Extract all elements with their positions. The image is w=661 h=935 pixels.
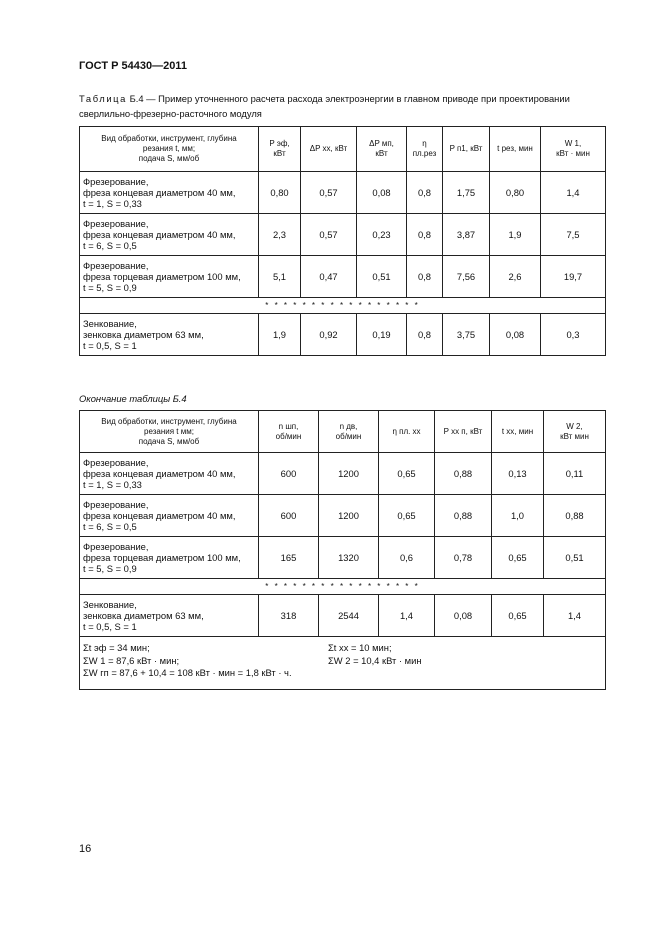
cell: 1,9 — [259, 314, 301, 356]
header-line: кВт — [273, 149, 286, 158]
t1-header-p-p1: P п1, кВт — [443, 127, 490, 172]
header-line: кВт · мин — [556, 149, 590, 158]
header-line: подача S, мм/об — [138, 436, 200, 446]
t2-header-n-dv — [319, 411, 379, 453]
caption-text-line1: — Пример уточненного расчета расхода электроэнергии в главном приводе при проектировании — [143, 93, 570, 104]
desc-line: t = 5, S = 0,9 — [83, 282, 137, 293]
row-description — [80, 214, 259, 256]
table2-header-row — [80, 411, 606, 453]
cell: 1200 — [319, 453, 379, 495]
omission-stars: * * * * * * * * * * * * * * * * * — [80, 298, 606, 314]
cell: 0,13 — [492, 453, 544, 495]
t1-header-operation — [80, 127, 259, 172]
table-caption — [79, 91, 604, 121]
desc-line: Фрезерование, — [83, 457, 149, 468]
desc-line: фреза торцевая диаметром 100 мм, — [83, 552, 241, 563]
omission-row — [80, 298, 606, 314]
cell: 7,5 — [541, 214, 606, 256]
summary-line: ΣW гп = 87,6 + 10,4 = 108 кВт · мин = 1,8 кВт · ч. — [83, 667, 292, 678]
cell: 0,88 — [435, 453, 492, 495]
desc-line: фреза концевая диаметром 40 мм, — [83, 510, 236, 521]
cell: 0,8 — [407, 256, 443, 298]
summary-right — [328, 642, 422, 667]
desc-line: t = 6, S = 0,5 — [83, 521, 137, 532]
desc-line: фреза концевая диаметром 40 мм, — [83, 229, 236, 240]
t1-header-p-ef — [259, 127, 301, 172]
t1-header-w1 — [541, 127, 606, 172]
table-row — [80, 172, 606, 214]
desc-line: t = 1, S = 0,33 — [83, 479, 142, 490]
summary-line: ΣW 1 = 87,6 кВт · мин; — [83, 654, 180, 666]
table-row — [80, 256, 606, 298]
cell: 0,78 — [435, 537, 492, 579]
t2-header-t-xx: t хх, мин — [492, 411, 544, 453]
caption-text-line2: сверлильно-фрезерно-расточного модуля — [79, 108, 262, 119]
header-line: подача S, мм/об — [138, 154, 200, 163]
cell: 1,9 — [490, 214, 541, 256]
cell: 0,08 — [435, 595, 492, 637]
table-row — [80, 453, 606, 495]
summary-line: ΣW 2 = 10,4 кВт · мин — [328, 654, 422, 666]
table-row — [80, 314, 606, 356]
cell: 318 — [259, 595, 319, 637]
desc-line: t = 0,5, S = 1 — [83, 621, 137, 632]
header-line: Вид обработки, инструмент, глубина — [101, 134, 237, 143]
desc-line: Фрезерование, — [83, 541, 149, 552]
desc-line: Фрезерование, — [83, 218, 149, 229]
cell: 0,08 — [490, 314, 541, 356]
cell: 0,3 — [541, 314, 606, 356]
desc-line: фреза концевая диаметром 40 мм, — [83, 468, 236, 479]
header-line: n шп, — [278, 421, 299, 431]
row-description — [80, 172, 259, 214]
desc-line: t = 5, S = 0,9 — [83, 563, 137, 574]
cell: 0,57 — [301, 172, 357, 214]
t2-header-n-shp — [259, 411, 319, 453]
cell: 0,57 — [301, 214, 357, 256]
header-line: n дв, — [339, 421, 358, 431]
cell: 2544 — [319, 595, 379, 637]
cell: 0,08 — [357, 172, 407, 214]
row-description — [80, 314, 259, 356]
cell: 1200 — [319, 495, 379, 537]
cell: 0,88 — [544, 495, 606, 537]
table-row — [80, 214, 606, 256]
header-line: ΔP мп, — [369, 139, 394, 148]
desc-line: Фрезерование, — [83, 176, 149, 187]
cell: 1,4 — [379, 595, 435, 637]
row-description — [80, 537, 259, 579]
cell: 3,75 — [443, 314, 490, 356]
cell: 0,47 — [301, 256, 357, 298]
page-number: 16 — [79, 843, 92, 855]
desc-line: фреза торцевая диаметром 100 мм, — [83, 271, 241, 282]
summary-line: Σt хх = 10 мин; — [328, 642, 392, 653]
cell: 0,8 — [407, 172, 443, 214]
row-description — [80, 256, 259, 298]
cell: 1,4 — [544, 595, 606, 637]
desc-line: фреза концевая диаметром 40 мм, — [83, 187, 236, 198]
cell: 0,65 — [492, 595, 544, 637]
table1-header-row — [80, 127, 606, 172]
cell: 2,3 — [259, 214, 301, 256]
header-line: W 2, — [566, 421, 583, 431]
row-description — [80, 495, 259, 537]
table-b4-continuation — [79, 410, 606, 690]
cell: 0,65 — [379, 453, 435, 495]
header-line: кВт мин — [560, 431, 589, 441]
desc-line: Фрезерование, — [83, 260, 149, 271]
cell: 0,11 — [544, 453, 606, 495]
summary-row — [80, 637, 606, 690]
header-line: W 1, — [564, 139, 582, 148]
cell: 0,92 — [301, 314, 357, 356]
t1-header-t-rez: t рез, мин — [490, 127, 541, 172]
header-line: об/мин — [335, 431, 362, 441]
cell: 0,65 — [379, 495, 435, 537]
cell: 5,1 — [259, 256, 301, 298]
t2-header-operation — [80, 411, 259, 453]
desc-line: Фрезерование, — [83, 499, 149, 510]
cell: 1,75 — [443, 172, 490, 214]
desc-line: t = 1, S = 0,33 — [83, 198, 142, 209]
cell: 600 — [259, 453, 319, 495]
cell: 19,7 — [541, 256, 606, 298]
header-line: резания t, мм; — [142, 144, 196, 153]
caption-label: Таблица — [79, 93, 127, 104]
row-description — [80, 595, 259, 637]
cell: 600 — [259, 495, 319, 537]
t1-header-dp-xx: ΔP хх, кВт — [301, 127, 357, 172]
header-line: об/мин — [275, 431, 302, 441]
cell: 0,88 — [435, 495, 492, 537]
cell: 0,8 — [407, 214, 443, 256]
cell: 1,4 — [541, 172, 606, 214]
desc-line: Зенкование, — [83, 599, 137, 610]
cell: 0,6 — [379, 537, 435, 579]
cell: 0,23 — [357, 214, 407, 256]
omission-stars: * * * * * * * * * * * * * * * * * — [80, 579, 606, 595]
t1-header-dp-mp — [357, 127, 407, 172]
t2-header-p-xx: P хх п, кВт — [435, 411, 492, 453]
table-row — [80, 495, 606, 537]
table-row — [80, 537, 606, 579]
summary-cell — [80, 637, 606, 690]
header-line: кВт — [375, 149, 388, 158]
cell: 1,0 — [492, 495, 544, 537]
cell: 0,8 — [407, 314, 443, 356]
summary-line: Σt эф = 34 мин; — [83, 642, 150, 653]
cell: 165 — [259, 537, 319, 579]
cell: 0,51 — [357, 256, 407, 298]
header-line: P эф, — [269, 139, 290, 148]
desc-line: зенковка диаметром 63 мм, — [83, 610, 204, 621]
t1-header-eta: η пл.рез — [407, 127, 443, 172]
cell: 1320 — [319, 537, 379, 579]
desc-line: зенковка диаметром 63 мм, — [83, 329, 204, 340]
cell: 0,19 — [357, 314, 407, 356]
cell: 2,6 — [490, 256, 541, 298]
desc-line: Зенкование, — [83, 318, 137, 329]
desc-line: t = 6, S = 0,5 — [83, 240, 137, 251]
t2-header-w2 — [544, 411, 606, 453]
cell: 7,56 — [443, 256, 490, 298]
desc-line: t = 0,5, S = 1 — [83, 340, 137, 351]
cell: 3,87 — [443, 214, 490, 256]
cell: 0,80 — [490, 172, 541, 214]
document-header: ГОСТ Р 54430—2011 — [79, 60, 187, 72]
cell: 0,51 — [544, 537, 606, 579]
table-row — [80, 595, 606, 637]
row-description — [80, 453, 259, 495]
cell: 0,80 — [259, 172, 301, 214]
t2-header-eta: η пл. хх — [379, 411, 435, 453]
caption-number: Б.4 — [129, 93, 144, 104]
summary-left — [83, 642, 328, 680]
table-b4-main — [79, 126, 606, 356]
header-line: резания t мм; — [144, 426, 194, 436]
cell: 0,65 — [492, 537, 544, 579]
header-line: Вид обработки, инструмент, глубина — [101, 416, 237, 426]
omission-row — [80, 579, 606, 595]
continuation-title: Окончание таблицы Б.4 — [79, 393, 187, 404]
